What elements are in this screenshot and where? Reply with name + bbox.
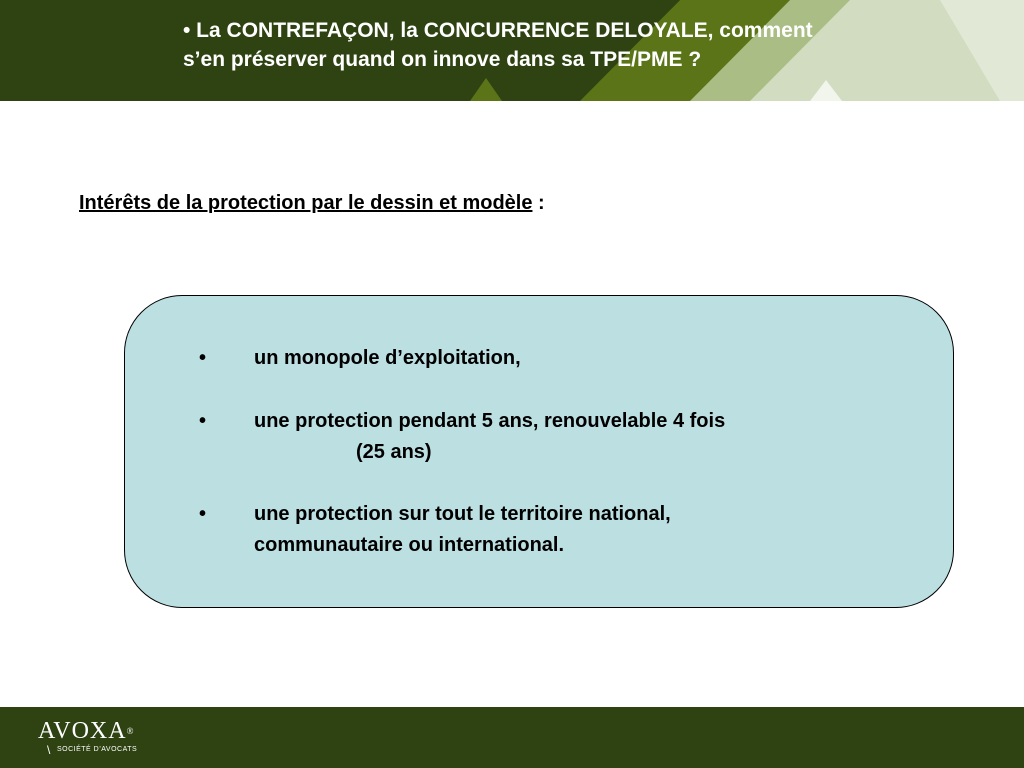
bullet-text xyxy=(254,499,894,561)
bullet-marker: • xyxy=(199,503,207,525)
bullet-text-line: communautaire ou international. xyxy=(254,534,565,556)
logo-slash-icon: \ xyxy=(47,743,51,757)
section-heading-text: Intérêts de la protection par le dessin et modèle xyxy=(79,192,533,214)
bullet-text-line: (25 ans) xyxy=(356,441,432,463)
header-band xyxy=(0,0,1024,101)
logo-wordmark xyxy=(38,719,133,743)
bullet-text xyxy=(254,406,894,468)
bullet-text-line: un monopole d’exploitation, xyxy=(254,347,521,369)
slide-title-line-2: s’en préserver quand on innove dans sa TPE/PME ? xyxy=(183,48,702,71)
logo-text: AVOXA xyxy=(38,718,127,744)
bullet-text-line: une protection sur tout le territoire national, xyxy=(254,503,671,525)
bullet-text-line: une protection pendant 5 ans, renouvelable 4 fois xyxy=(254,410,726,432)
content-box xyxy=(124,295,954,608)
logo-subtitle: SOCIÉTÉ D’AVOCATS xyxy=(57,746,138,753)
footer-band xyxy=(0,707,1024,768)
section-heading-suffix: : xyxy=(532,192,545,214)
avoxa-logo xyxy=(38,718,138,757)
registered-mark: ® xyxy=(126,726,134,736)
bullet-marker: • xyxy=(199,410,207,432)
bullet-marker: • xyxy=(199,347,207,369)
slide-title xyxy=(183,16,983,74)
slide-title-line-1: • La CONTREFAÇON, la CONCURRENCE DELOYALE, comment xyxy=(183,19,813,42)
bullet-text xyxy=(254,343,894,374)
section-heading xyxy=(79,192,545,215)
